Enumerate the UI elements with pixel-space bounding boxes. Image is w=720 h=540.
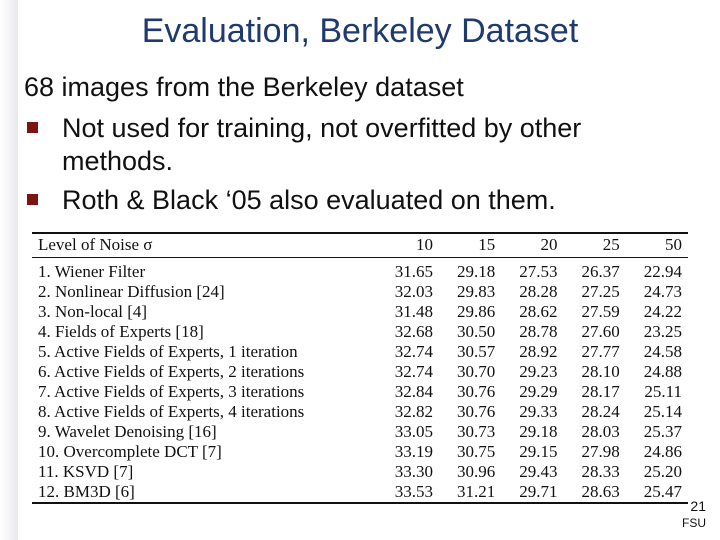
square-bullet-icon: [27, 122, 38, 133]
results-table: [32, 232, 688, 504]
method-cell: 7. Active Fields of Experts, 3 iterations: [38, 381, 305, 401]
psnr-value-cell: 24.88: [643, 361, 682, 381]
header-label: Level of Noise σ: [38, 235, 153, 255]
psnr-value-cell: 30.73: [456, 421, 496, 441]
psnr-value-cell: 28.78: [519, 321, 558, 341]
method-cell: 1. Wiener Filter: [38, 261, 146, 281]
method-cell: 12. BM3D [6]: [38, 481, 135, 501]
psnr-value-cell: 28.28: [519, 281, 558, 301]
psnr-value-cell: 29.18: [456, 261, 496, 281]
table-header-row: [32, 233, 688, 257]
psnr-value-cell: 31.21: [456, 481, 496, 501]
psnr-value-cell: 32.74: [394, 341, 433, 361]
psnr-value-cell: 29.15: [519, 441, 558, 461]
header-noise-level: 15: [478, 235, 496, 255]
psnr-value-cell: 29.71: [519, 481, 558, 501]
psnr-value-cell: 33.53: [394, 481, 433, 501]
psnr-value-cell: 25.11: [644, 381, 682, 401]
psnr-value-cell: 25.14: [643, 401, 682, 421]
left-decorative-bar: [0, 0, 18, 540]
psnr-value-cell: 25.20: [643, 461, 682, 481]
psnr-value-cell: 32.03: [394, 281, 433, 301]
header-noise-level: 20: [540, 235, 558, 255]
psnr-value-cell: 29.33: [519, 401, 558, 421]
psnr-value-cell: 23.25: [643, 321, 682, 341]
psnr-value-cell: 28.10: [581, 361, 620, 381]
psnr-value-cell: 25.37: [643, 421, 682, 441]
bullet-item: [24, 112, 664, 178]
page-number: 21: [690, 498, 706, 514]
bullet-item: [24, 184, 664, 217]
table-row: [32, 282, 688, 302]
psnr-value-cell: 31.48: [394, 301, 433, 321]
table-row: [32, 302, 688, 322]
table-row: [32, 402, 688, 422]
psnr-value-cell: 28.33: [581, 461, 620, 481]
table-row: [32, 257, 688, 282]
psnr-value-cell: 27.77: [581, 341, 620, 361]
psnr-value-cell: 29.29: [519, 381, 558, 401]
psnr-value-cell: 30.70: [456, 361, 496, 381]
psnr-value-cell: 28.24: [581, 401, 620, 421]
psnr-value-cell: 29.18: [519, 421, 558, 441]
psnr-value-cell: 33.05: [394, 421, 433, 441]
method-cell: 5. Active Fields of Experts, 1 iteration: [38, 341, 298, 361]
psnr-value-cell: 28.63: [581, 481, 620, 501]
table-row: [32, 482, 688, 503]
psnr-value-cell: 29.43: [519, 461, 558, 481]
method-cell: 10. Overcomplete DCT [7]: [38, 441, 222, 461]
psnr-value-cell: 32.74: [394, 361, 433, 381]
psnr-value-cell: 29.23: [519, 361, 558, 381]
psnr-value-cell: 24.86: [643, 441, 682, 461]
method-cell: 8. Active Fields of Experts, 4 iterations: [38, 401, 305, 421]
psnr-value-cell: 28.03: [581, 421, 620, 441]
psnr-value-cell: 30.76: [456, 401, 496, 421]
psnr-value-cell: 27.53: [519, 261, 558, 281]
psnr-value-cell: 28.92: [519, 341, 558, 361]
method-cell: 11. KSVD [7]: [38, 461, 134, 481]
psnr-value-cell: 33.19: [394, 441, 433, 461]
method-cell: 4. Fields of Experts [18]: [38, 321, 204, 341]
table-row: [32, 442, 688, 462]
table-row: [32, 342, 688, 362]
table-row: [32, 382, 688, 402]
psnr-value-cell: 27.25: [581, 281, 620, 301]
table-row: [32, 462, 688, 482]
table-row: [32, 362, 688, 382]
psnr-value-cell: 27.59: [581, 301, 620, 321]
psnr-value-cell: 30.76: [456, 381, 496, 401]
square-bullet-icon: [27, 194, 38, 205]
bullet-text: Roth & Black ‘05 also evaluated on them.: [62, 185, 556, 215]
table-body: [32, 257, 688, 503]
psnr-value-cell: 31.65: [394, 261, 433, 281]
bullet-list: [24, 112, 664, 223]
psnr-value-cell: 30.57: [456, 341, 496, 361]
psnr-value-cell: 33.30: [394, 461, 433, 481]
organization-label: FSU: [682, 516, 706, 530]
psnr-value-cell: 29.83: [456, 281, 496, 301]
psnr-value-cell: 24.58: [643, 341, 682, 361]
psnr-value-cell: 29.86: [456, 301, 496, 321]
psnr-value-cell: 27.98: [581, 441, 620, 461]
psnr-value-cell: 27.60: [581, 321, 620, 341]
method-cell: 6. Active Fields of Experts, 2 iterations: [38, 361, 305, 381]
method-cell: 2. Nonlinear Diffusion [24]: [38, 281, 225, 301]
psnr-value-cell: 30.75: [456, 441, 496, 461]
psnr-value-cell: 25.47: [643, 481, 682, 501]
psnr-value-cell: 24.22: [643, 301, 682, 321]
psnr-value-cell: 22.94: [643, 261, 682, 281]
psnr-value-cell: 32.82: [394, 401, 433, 421]
slide-title: Evaluation, Berkeley Dataset: [141, 12, 579, 50]
psnr-value-cell: 30.96: [456, 461, 496, 481]
header-noise-level: 50: [665, 235, 682, 255]
psnr-value-cell: 28.62: [519, 301, 558, 321]
psnr-value-cell: 30.50: [456, 321, 496, 341]
method-cell: 3. Non-local [4]: [38, 301, 148, 321]
psnr-value-cell: 28.17: [581, 381, 620, 401]
header-noise-level: 25: [602, 235, 620, 255]
psnr-value-cell: 26.37: [581, 261, 620, 281]
psnr-value-cell: 32.84: [394, 381, 433, 401]
header-noise-level: 10: [415, 235, 433, 255]
psnr-value-cell: 32.68: [394, 321, 433, 341]
table-row: [32, 422, 688, 442]
psnr-value-cell: 24.73: [643, 281, 682, 301]
table-row: [32, 322, 688, 342]
bullet-text: Not used for training, not overfitted by other methods.: [62, 113, 582, 176]
results-table-container: [32, 232, 688, 510]
method-cell: 9. Wavelet Denoising [16]: [38, 421, 217, 441]
slide-subtitle: 68 images from the Berkeley dataset: [24, 72, 464, 102]
